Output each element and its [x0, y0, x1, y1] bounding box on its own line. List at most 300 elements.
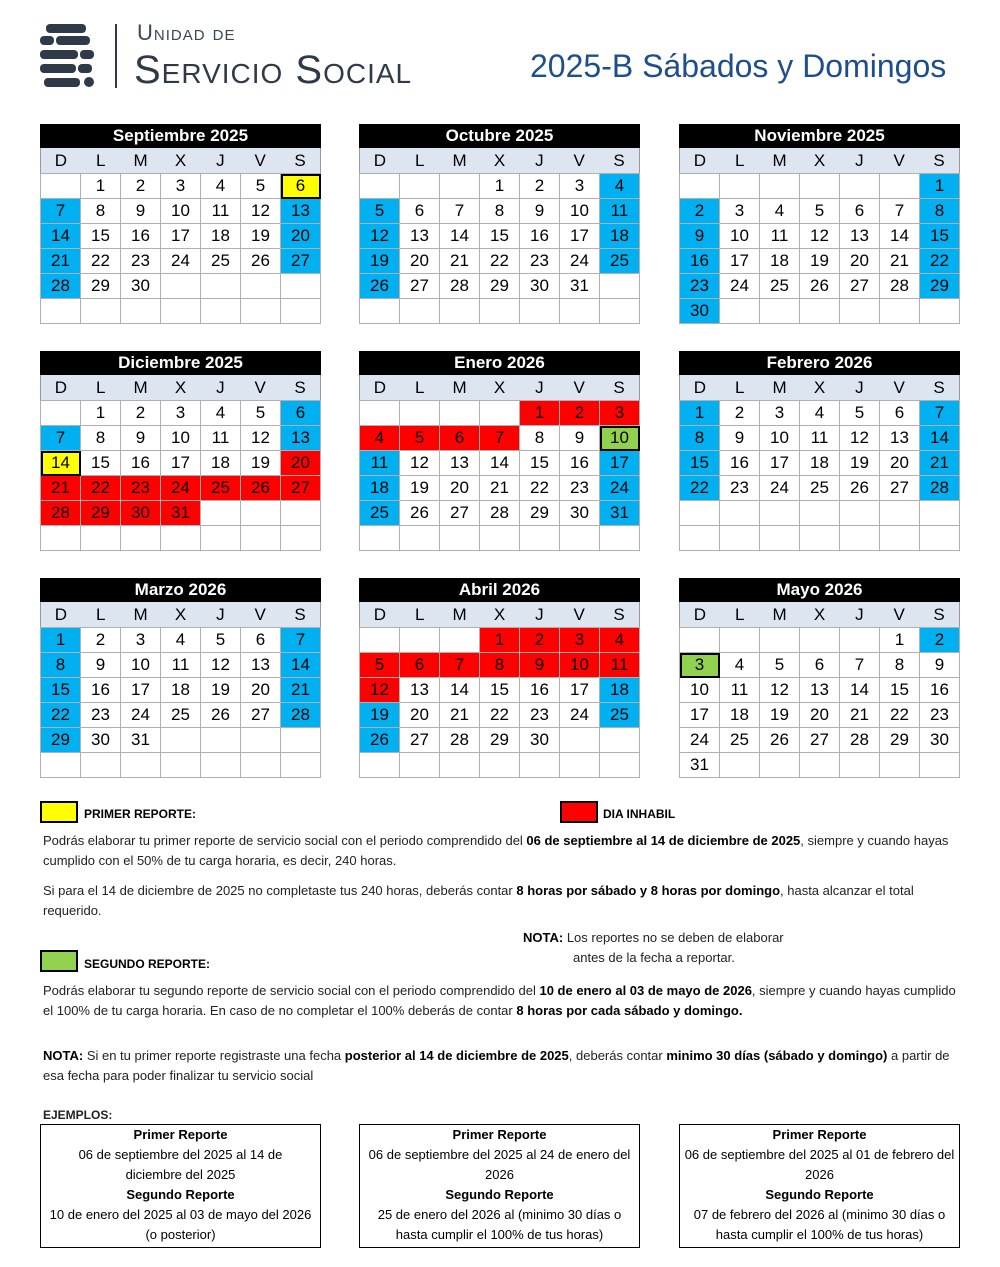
calendar-day: 11: [760, 224, 800, 249]
calendar-empty-cell: [360, 753, 400, 778]
calendar-day: 19: [840, 451, 880, 476]
calendar-day: 16: [920, 678, 960, 703]
weekday-label: J: [535, 378, 544, 397]
second-report-label: SEGUNDO REPORTE:: [84, 957, 211, 971]
calendar-day: 11: [600, 653, 640, 678]
first-report-paragraph: Podrás elaborar tu primer reporte de servicio social con el periodo comprendido del 06 de septiembre al 14 de diciembre de 2025, siempre y cuando hayas cumplido con el 50% de tu carga horaria, es decir, 240 horas.: [43, 833, 949, 868]
calendar-day: 26: [360, 274, 400, 299]
calendar-day: 10: [121, 653, 161, 678]
calendar-day: 12: [800, 224, 840, 249]
calendar-day: 18: [800, 451, 840, 476]
calendar-day: 6: [840, 199, 880, 224]
weekday-label: V: [254, 605, 266, 624]
calendar-day: 2: [121, 174, 161, 199]
calendar-day: 1: [920, 174, 960, 199]
calendar-day: 16: [81, 678, 121, 703]
calendar-day: 3: [680, 653, 720, 678]
calendar-empty-cell: [121, 526, 161, 551]
calendar-empty-cell: [241, 753, 281, 778]
weekday-label: J: [216, 605, 225, 624]
calendar-month-title: Diciembre 2025: [40, 351, 321, 375]
calendar-day: 13: [880, 426, 920, 451]
calendar-day: 1: [480, 628, 520, 653]
weekday-label: L: [415, 605, 425, 624]
calendar-empty-cell: [161, 274, 201, 299]
weekday-label: V: [893, 151, 905, 170]
calendar-day: 3: [720, 199, 760, 224]
calendar-day: 8: [520, 426, 560, 451]
calendar-grid: [40, 173, 321, 324]
calendar-day: 2: [560, 401, 600, 426]
calendar-day: 5: [840, 401, 880, 426]
calendar-day: 6: [400, 199, 440, 224]
calendar-day: 3: [560, 628, 600, 653]
calendar-empty-cell: [760, 501, 800, 526]
weekday-header: [40, 602, 321, 627]
calendar-day: 30: [520, 274, 560, 299]
weekday-header: [359, 148, 640, 173]
logo: [40, 18, 460, 98]
calendar-day: 24: [560, 703, 600, 728]
weekday-label: L: [96, 605, 106, 624]
calendar-day: 12: [760, 678, 800, 703]
calendar-day: 10: [600, 426, 640, 451]
calendar-day: 18: [360, 476, 400, 501]
calendar-day: 19: [241, 224, 281, 249]
calendar-day: 22: [480, 703, 520, 728]
calendar-day: 28: [480, 501, 520, 526]
weekday-label: X: [174, 151, 187, 170]
weekday-label: X: [174, 378, 187, 397]
calendar-day: 11: [161, 653, 201, 678]
calendar-day: 20: [400, 249, 440, 274]
calendar-day: 2: [720, 401, 760, 426]
calendar-day: 22: [81, 476, 121, 501]
calendar-day: 15: [41, 678, 81, 703]
calendar-empty-cell: [81, 526, 121, 551]
calendar-day: 6: [800, 653, 840, 678]
calendar-empty-cell: [41, 174, 81, 199]
examples-title: EJEMPLOS:: [43, 1108, 113, 1122]
calendar-empty-cell: [720, 501, 760, 526]
calendar-day: 21: [880, 249, 920, 274]
calendar-day: 29: [520, 501, 560, 526]
calendar-day: 7: [880, 199, 920, 224]
calendar-empty-cell: [600, 728, 640, 753]
calendar-empty-cell: [201, 299, 241, 324]
calendar-day: 4: [760, 199, 800, 224]
calendar-day: 24: [680, 728, 720, 753]
second-report-paragraph: Podrás elaborar tu segundo reporte de servicio social con el periodo comprendido del 10 de enero al 03 de mayo de 2026, siempre y cuando hayas cumplido el 100% de tu carga horaria. En caso de no completar el 100% deberás de contar 8 horas por cada sábado y domingo.: [43, 983, 956, 1018]
calendar-day: 12: [201, 653, 241, 678]
calendar-day: 10: [560, 199, 600, 224]
calendar-day: 2: [121, 401, 161, 426]
calendar-empty-cell: [760, 174, 800, 199]
calendar-day: 26: [241, 249, 281, 274]
logo-line-2: Servicio Social: [134, 48, 413, 92]
calendar-grid: [679, 400, 960, 551]
calendar-empty-cell: [880, 501, 920, 526]
calendar-day: 4: [600, 174, 640, 199]
calendar-month: [359, 351, 640, 551]
calendar-empty-cell: [41, 299, 81, 324]
calendar-day: 25: [760, 274, 800, 299]
calendar-day: 28: [41, 501, 81, 526]
calendar-empty-cell: [800, 628, 840, 653]
calendar-day: 1: [520, 401, 560, 426]
calendar-empty-cell: [800, 501, 840, 526]
calendar-day: 26: [400, 501, 440, 526]
calendar-day: 2: [920, 628, 960, 653]
calendar-day: 6: [880, 401, 920, 426]
calendar-day: 5: [360, 199, 400, 224]
calendar-day: 4: [201, 401, 241, 426]
calendar-day: 12: [840, 426, 880, 451]
calendar-empty-cell: [880, 299, 920, 324]
calendar-day: 4: [201, 174, 241, 199]
first-report-label: PRIMER REPORTE:: [84, 807, 197, 821]
calendar-day: 12: [360, 224, 400, 249]
calendar-empty-cell: [920, 526, 960, 551]
calendar-day: 9: [680, 224, 720, 249]
weekday-label: M: [772, 378, 787, 397]
calendar-day: 19: [360, 703, 400, 728]
calendar-empty-cell: [161, 753, 201, 778]
calendar-day: 15: [81, 451, 121, 476]
weekday-label: D: [373, 378, 387, 397]
calendar-day: 5: [241, 174, 281, 199]
calendar-month-title: Mayo 2026: [679, 578, 960, 602]
calendar-day: 17: [760, 451, 800, 476]
calendar-empty-cell: [720, 628, 760, 653]
calendar-empty-cell: [680, 174, 720, 199]
calendar-day: 8: [81, 426, 121, 451]
weekday-label: V: [573, 378, 585, 397]
calendar-day: 22: [81, 249, 121, 274]
calendar-day: 27: [281, 249, 321, 274]
calendar-day: 28: [840, 728, 880, 753]
calendar-empty-cell: [880, 526, 920, 551]
calendar-day: 20: [400, 703, 440, 728]
calendar-day: 30: [81, 728, 121, 753]
calendar-empty-cell: [880, 753, 920, 778]
calendar-day: 17: [161, 451, 201, 476]
weekday-label: M: [133, 605, 148, 624]
calendar-empty-cell: [520, 299, 560, 324]
calendar-day: 25: [720, 728, 760, 753]
calendar-day: 2: [520, 174, 560, 199]
calendar-empty-cell: [400, 753, 440, 778]
calendar-day: 14: [880, 224, 920, 249]
calendar-day: 11: [201, 426, 241, 451]
weekday-header: [40, 375, 321, 400]
weekday-header: [679, 148, 960, 173]
calendar-day: 28: [440, 728, 480, 753]
logo-divider: [115, 24, 117, 88]
hours-paragraph: Si para el 14 de diciembre de 2025 no completaste tus 240 horas, deberás contar 8 horas por sábado y 8 horas por domingo, hasta alcanzar el total requerido.: [43, 883, 914, 918]
calendar-day: 14: [440, 678, 480, 703]
calendar-day: 21: [920, 451, 960, 476]
holiday-label: DIA INHABIL: [603, 807, 676, 821]
calendar-grid: [359, 400, 640, 551]
calendar-day: 7: [440, 199, 480, 224]
calendar-day: 2: [81, 628, 121, 653]
calendar-day: 7: [440, 653, 480, 678]
calendar-day: 24: [121, 703, 161, 728]
calendar-empty-cell: [840, 501, 880, 526]
calendar-empty-cell: [41, 753, 81, 778]
calendar-day: 25: [360, 501, 400, 526]
note-2: NOTA: Si en tu primer reporte registraste una fecha posterior al 14 de diciembre de 2025, deberás contar minimo 30 días (sábado y domingo) a partir de esa fecha para poder finalizar tu servicio social: [43, 1048, 950, 1083]
weekday-label: V: [254, 151, 266, 170]
calendar-day: 29: [81, 274, 121, 299]
calendar-month: [679, 578, 960, 778]
calendar-day: 10: [680, 678, 720, 703]
calendar-day: 27: [800, 728, 840, 753]
calendar-day: 19: [360, 249, 400, 274]
calendar-empty-cell: [720, 753, 760, 778]
calendar-empty-cell: [480, 299, 520, 324]
calendar-day: 19: [760, 703, 800, 728]
calendar-day: 25: [201, 476, 241, 501]
calendar-day: 30: [121, 274, 161, 299]
weekday-label: M: [772, 151, 787, 170]
calendar-day: 20: [840, 249, 880, 274]
calendar-day: 20: [440, 476, 480, 501]
calendar-grid: [679, 173, 960, 324]
calendar-month-title: Noviembre 2025: [679, 124, 960, 148]
calendar-day: 23: [121, 249, 161, 274]
holiday-swatch: [560, 801, 598, 823]
calendar-month: [40, 578, 321, 778]
calendar-empty-cell: [281, 526, 321, 551]
calendar-day: 27: [281, 476, 321, 501]
weekday-label: S: [613, 151, 625, 170]
calendar-day: 29: [81, 501, 121, 526]
calendar-day: 13: [840, 224, 880, 249]
calendar-day: 25: [161, 703, 201, 728]
calendar-empty-cell: [360, 401, 400, 426]
calendar-empty-cell: [360, 299, 400, 324]
weekday-header: [359, 602, 640, 627]
calendar-day: 26: [201, 703, 241, 728]
calendar-day: 21: [480, 476, 520, 501]
calendar-day: 11: [360, 451, 400, 476]
calendar-empty-cell: [840, 526, 880, 551]
calendar-day: 7: [920, 401, 960, 426]
calendar-day: 10: [560, 653, 600, 678]
calendar-day: 15: [480, 678, 520, 703]
calendar-empty-cell: [560, 299, 600, 324]
weekday-header: [679, 375, 960, 400]
calendar-day: 8: [680, 426, 720, 451]
calendar-day: 22: [520, 476, 560, 501]
calendar-empty-cell: [201, 274, 241, 299]
weekday-label: L: [735, 151, 745, 170]
calendar-day: 28: [41, 274, 81, 299]
calendar-day: 23: [680, 274, 720, 299]
calendar-day: 7: [480, 426, 520, 451]
weekday-label: S: [294, 151, 306, 170]
calendar-day: 25: [600, 249, 640, 274]
calendar-empty-cell: [81, 299, 121, 324]
weekday-label: S: [613, 378, 625, 397]
calendar-day: 10: [760, 426, 800, 451]
calendar-day: 5: [201, 628, 241, 653]
weekday-label: V: [573, 605, 585, 624]
weekday-label: D: [54, 378, 68, 397]
calendar-day: 1: [680, 401, 720, 426]
calendar-empty-cell: [520, 526, 560, 551]
calendar-day: 13: [241, 653, 281, 678]
weekday-label: D: [54, 151, 68, 170]
calendar-empty-cell: [360, 628, 400, 653]
calendar-day: 18: [760, 249, 800, 274]
weekday-label: S: [933, 151, 945, 170]
weekday-label: X: [174, 605, 187, 624]
calendar-day: 16: [520, 678, 560, 703]
weekday-label: V: [254, 378, 266, 397]
calendar-empty-cell: [281, 299, 321, 324]
weekday-label: J: [855, 605, 864, 624]
calendar-day: 24: [161, 476, 201, 501]
calendar-day: 23: [920, 703, 960, 728]
weekday-label: S: [933, 605, 945, 624]
calendar-day: 16: [680, 249, 720, 274]
calendar-empty-cell: [600, 299, 640, 324]
calendar-grid: [359, 173, 640, 324]
weekday-label: M: [133, 151, 148, 170]
calendar-empty-cell: [81, 753, 121, 778]
calendar-empty-cell: [760, 299, 800, 324]
calendar-empty-cell: [360, 174, 400, 199]
example-1: Primer Reporte 06 de septiembre del 2025 al 14 de diciembre del 2025 Segundo Reporte 10 de enero del 2025 al 03 de mayo del 2026 (o posterior): [40, 1124, 321, 1248]
calendar-day: 3: [161, 174, 201, 199]
calendar-empty-cell: [520, 753, 560, 778]
calendar-day: 11: [800, 426, 840, 451]
weekday-label: M: [452, 151, 467, 170]
example-3: Primer Reporte 06 de septiembre del 2025 al 01 de febrero del 2026 Segundo Reporte 07 de febrero del 2026 al (minimo 30 días o hasta cumplir el 100% de tus horas): [679, 1124, 960, 1248]
calendar-day: 14: [480, 451, 520, 476]
weekday-label: M: [133, 378, 148, 397]
calendar-day: 12: [241, 199, 281, 224]
calendar-empty-cell: [680, 628, 720, 653]
second-report-swatch: [40, 950, 78, 972]
calendar-day: 31: [680, 753, 720, 778]
calendar-day: 17: [600, 451, 640, 476]
calendar-day: 25: [800, 476, 840, 501]
calendar-empty-cell: [400, 628, 440, 653]
calendar-day: 12: [360, 678, 400, 703]
calendar-empty-cell: [161, 728, 201, 753]
calendar-month-title: Febrero 2026: [679, 351, 960, 375]
calendar-empty-cell: [600, 274, 640, 299]
calendar-day: 30: [680, 299, 720, 324]
calendar-day: 11: [201, 199, 241, 224]
calendar-day: 26: [241, 476, 281, 501]
calendar-day: 8: [81, 199, 121, 224]
calendar-empty-cell: [800, 299, 840, 324]
calendar-empty-cell: [281, 501, 321, 526]
weekday-label: D: [373, 605, 387, 624]
calendar-day: 22: [41, 703, 81, 728]
calendar-empty-cell: [241, 728, 281, 753]
calendar-day: 28: [440, 274, 480, 299]
calendar-day: 21: [281, 678, 321, 703]
calendar-day: 3: [121, 628, 161, 653]
calendar-day: 29: [880, 728, 920, 753]
weekday-label: X: [813, 605, 826, 624]
calendar-day: 5: [760, 653, 800, 678]
first-report-swatch: [40, 801, 78, 823]
calendar-grid: [40, 627, 321, 778]
weekday-label: L: [735, 605, 745, 624]
calendar-empty-cell: [480, 526, 520, 551]
calendar-day: 15: [480, 224, 520, 249]
calendar-empty-cell: [201, 753, 241, 778]
calendar-day: 27: [400, 728, 440, 753]
weekday-label: V: [573, 151, 585, 170]
weekday-label: X: [493, 151, 506, 170]
calendar-day: 27: [241, 703, 281, 728]
calendar-month-title: Octubre 2025: [359, 124, 640, 148]
weekday-label: D: [373, 151, 387, 170]
weekday-header: [359, 375, 640, 400]
calendar-day: 26: [760, 728, 800, 753]
weekday-label: L: [96, 378, 106, 397]
calendar-day: 15: [81, 224, 121, 249]
calendar-day: 15: [920, 224, 960, 249]
calendar-day: 30: [121, 501, 161, 526]
calendar-day: 26: [840, 476, 880, 501]
calendar-day: 29: [41, 728, 81, 753]
calendar-day: 25: [600, 703, 640, 728]
weekday-label: V: [893, 378, 905, 397]
calendar-day: 20: [281, 224, 321, 249]
calendar-day: 22: [480, 249, 520, 274]
calendar-empty-cell: [281, 728, 321, 753]
servicio-social-logo-icon: [40, 22, 100, 94]
calendar-grid: [679, 627, 960, 778]
calendar-day: 17: [161, 224, 201, 249]
calendar-day: 17: [121, 678, 161, 703]
weekday-label: S: [613, 605, 625, 624]
calendar-day: 19: [800, 249, 840, 274]
calendar-empty-cell: [440, 401, 480, 426]
weekday-label: L: [735, 378, 745, 397]
calendar-day: 18: [600, 224, 640, 249]
calendar-day: 31: [121, 728, 161, 753]
calendar-day: 16: [121, 451, 161, 476]
calendar-day: 9: [121, 199, 161, 224]
weekday-label: D: [693, 605, 707, 624]
calendar-empty-cell: [41, 526, 81, 551]
logo-line-1: Unidad de: [137, 20, 236, 45]
calendar-empty-cell: [360, 526, 400, 551]
calendar-empty-cell: [161, 526, 201, 551]
calendar-day: 14: [281, 653, 321, 678]
calendar-day: 24: [560, 249, 600, 274]
calendar-day: 5: [800, 199, 840, 224]
calendar-day: 29: [480, 274, 520, 299]
calendar-day: 30: [520, 728, 560, 753]
calendar-grid: [40, 400, 321, 551]
calendar-empty-cell: [720, 299, 760, 324]
calendar-day: 13: [281, 199, 321, 224]
weekday-label: L: [415, 151, 425, 170]
weekday-label: J: [216, 378, 225, 397]
calendar-day: 1: [81, 174, 121, 199]
